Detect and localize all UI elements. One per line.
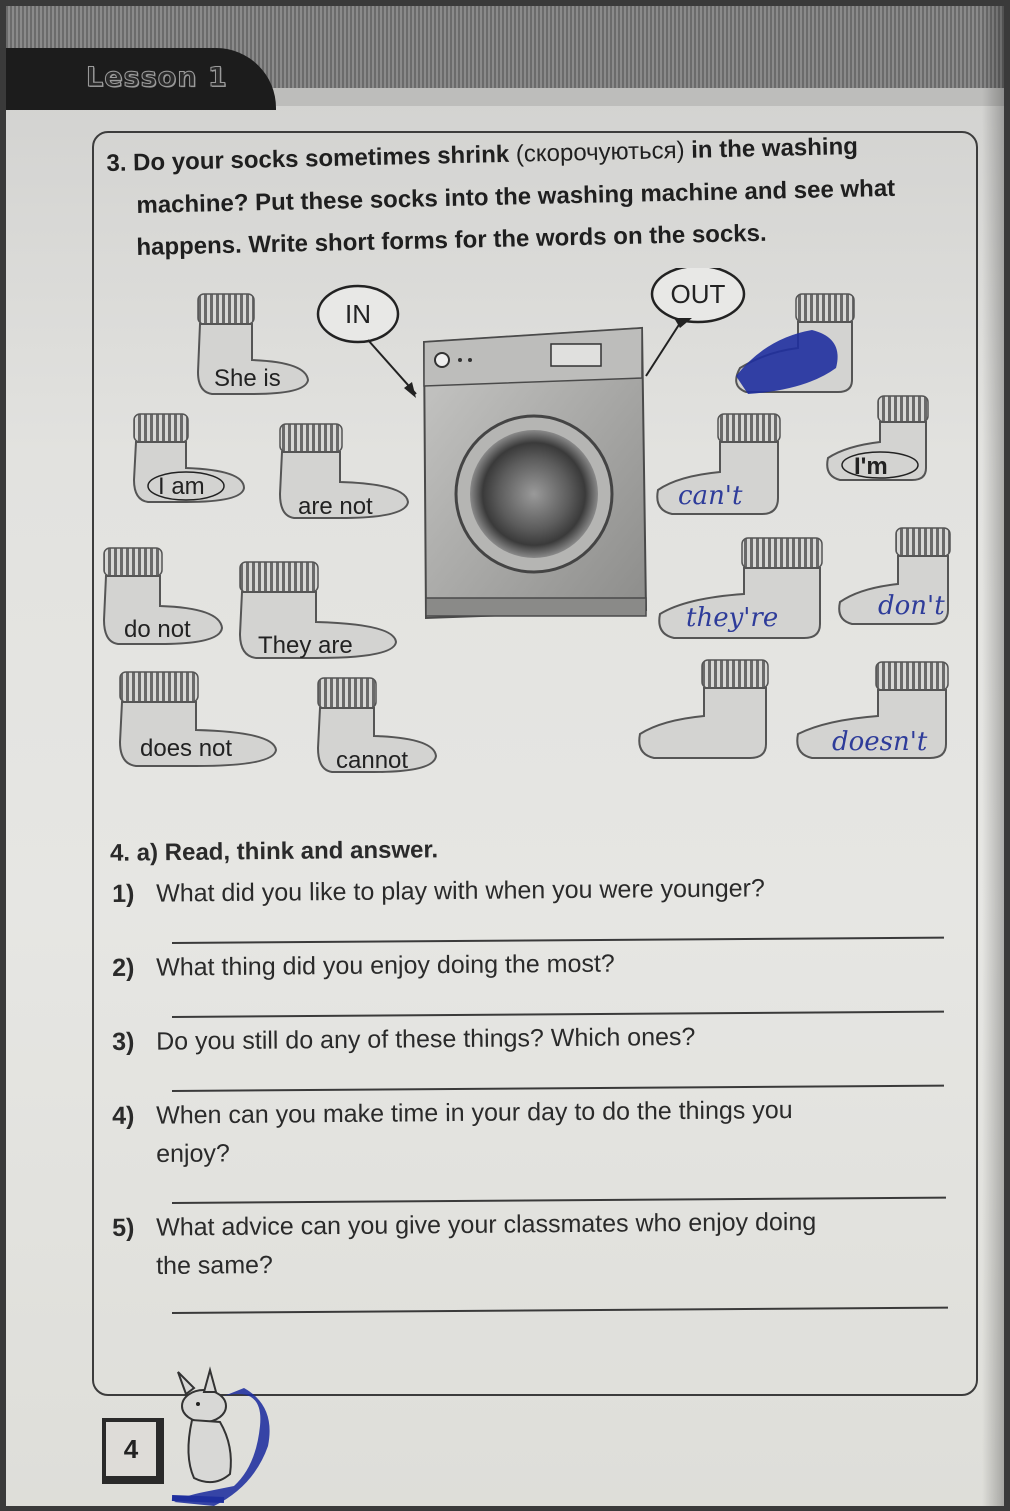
sock-answer: doesn't <box>832 727 928 757</box>
sock-out-cant <box>657 414 780 514</box>
sock-out-dont <box>839 528 950 624</box>
question-number: 5) <box>112 1213 135 1242</box>
workbook-page <box>6 6 1004 1506</box>
question-number: 4) <box>112 1101 135 1130</box>
exercise3-text-a: Do your socks sometimes shrink <box>132 140 510 177</box>
page-number: 4 <box>102 1418 164 1484</box>
sock-label: do not <box>124 616 191 643</box>
question-number: 2) <box>112 953 135 982</box>
question-text: What did you like to play with when you were younger? <box>156 874 765 908</box>
sock-are-not <box>280 424 408 520</box>
exercise3-russian: (скорочуються) <box>515 136 685 168</box>
question-text: What thing did you enjoy doing the most? <box>156 949 615 982</box>
sock-answer: can't <box>678 481 743 511</box>
exercise3-line3: happens. Write short forms for the words on the socks. <box>136 219 767 261</box>
sock-label: cannot <box>336 747 409 774</box>
sock-illustration <box>6 268 1004 788</box>
exercise3-number: 3. <box>106 149 127 177</box>
sock-out-theyre <box>659 538 822 638</box>
sock-she-is <box>198 294 308 394</box>
question-number: 3) <box>112 1027 135 1056</box>
exercise4-title: 4. a) Read, think and answer. <box>109 836 439 867</box>
sock-label: I'm <box>854 453 888 480</box>
kangaroo-icon <box>164 1366 294 1506</box>
question-text: When can you make time in your day to do the things you <box>156 1096 793 1130</box>
question-5-cont: the same? <box>156 1250 274 1280</box>
sock-cannot <box>318 678 436 774</box>
sock-out-1 <box>736 294 854 394</box>
question-1 <box>112 869 962 913</box>
sock-answer: they're <box>686 603 779 633</box>
sock-label: She is <box>214 365 281 392</box>
sock-i-am <box>134 414 244 502</box>
sock-answer: don't <box>878 591 945 621</box>
exercise3-line2: machine? Put these socks into the washing machine and see what <box>136 174 896 219</box>
bubble-out-label: OUT <box>670 279 726 309</box>
exercise3-text-b: in the washing <box>690 132 859 164</box>
question-2 <box>112 943 962 987</box>
question-3 <box>112 1017 962 1061</box>
question-text: Do you still do any of these things? Which ones? <box>156 1022 696 1056</box>
sock-out-im <box>827 396 928 480</box>
sock-do-not <box>104 548 222 644</box>
sock-they-are <box>240 562 396 659</box>
sock-label: They are <box>258 632 353 659</box>
question-4-cont: enjoy? <box>156 1139 230 1168</box>
sock-label: does not <box>140 735 233 762</box>
washing-machine-icon <box>424 328 646 618</box>
sock-out-6 <box>639 660 768 758</box>
sock-label: I am <box>158 473 205 500</box>
page-edge-shadow <box>982 6 1004 1506</box>
bubble-in-label: IN <box>345 299 371 329</box>
question-number: 1) <box>112 879 135 908</box>
sock-does-not <box>120 672 276 766</box>
bubble-out <box>646 268 744 376</box>
question-5 <box>112 1202 972 1247</box>
question-4 <box>112 1090 972 1135</box>
bubble-in <box>318 286 416 398</box>
sock-out-doesnt <box>797 662 948 758</box>
lesson-title: Lesson 1 <box>86 62 228 93</box>
sock-label: are not <box>298 493 373 520</box>
question-text: What advice can you give your classmates who enjoy doing <box>156 1207 817 1242</box>
